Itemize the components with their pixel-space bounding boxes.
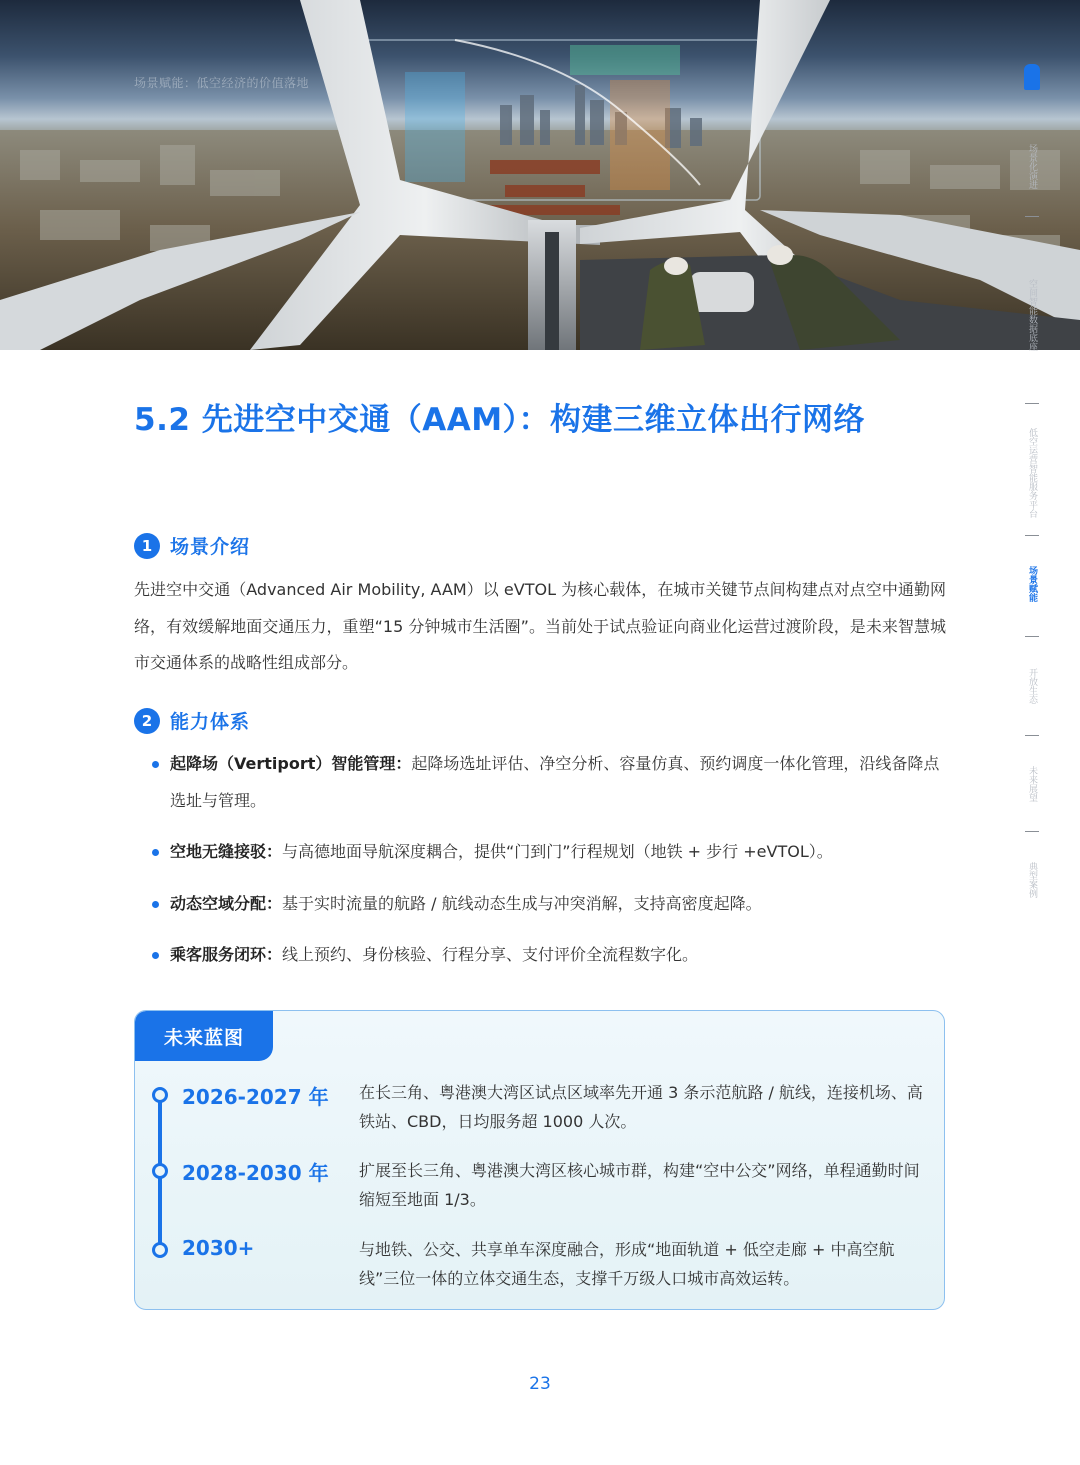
bullet-title: 空地无缝接驳： [170, 842, 283, 861]
future-roadmap-box [134, 1010, 945, 1310]
milestone-year: 2030+ [182, 1236, 255, 1260]
bullet-text: 起降场选址评估、净空分析、容量仿真、预约调度一体化管理，沿线备降点选址与管理。 [170, 754, 940, 810]
bullet-text: 基于实时流量的航路 / 航线动态生成与冲突消解，支持高密度起降。 [282, 893, 762, 913]
milestone-description: 在长三角、粤港澳大湾区试点区域率先开通 3 条示范航路 / 航线，连接机场、高铁站、CBD，日均服务超 1000 人次。 [359, 1083, 923, 1131]
list-item [150, 886, 950, 923]
hero-breadcrumb: 场景赋能：低空经济的价值落地 [134, 76, 310, 90]
bullet-title: 起降场（Vertiport）智能管理： [170, 754, 412, 773]
milestone-year: 2028-2030 年 [182, 1161, 329, 1185]
bullet-text: 线上预约、身份核验、行程分享、支付评价全流程数字化。 [282, 945, 699, 964]
timeline-dot [152, 1087, 168, 1103]
side-nav-divider [1025, 403, 1039, 404]
hero-photo-cockpit-city [0, 0, 1080, 350]
capabilities-list [150, 746, 950, 974]
section-title: 5.2 先进空中交通（AAM）：构建三维立体出行网络 [134, 402, 866, 438]
timeline-dot [152, 1242, 168, 1258]
bullet-text: 与高德地面导航深度耦合，提供“门到门”行程规划（地铁 + 步行 +eVTOL）。 [282, 842, 833, 861]
side-nav-divider [1025, 831, 1039, 832]
capabilities-heading-text: 能力体系 [170, 711, 251, 733]
side-nav-divider [1025, 735, 1039, 736]
list-item [150, 746, 950, 819]
side-nav-item-service-platform[interactable]: 低空运营智能服务平台 [1027, 427, 1037, 518]
bullet-title: 乘客服务闭环： [170, 945, 283, 964]
side-nav-item-evolution[interactable]: 场景化演进 [1027, 143, 1037, 189]
bullet-title: 动态空域分配： [170, 893, 283, 913]
roadmap-label: 未来蓝图 [135, 1011, 273, 1061]
list-item [150, 834, 950, 871]
timeline-dot [152, 1163, 168, 1179]
milestone-year: 2026-2027 年 [182, 1085, 329, 1109]
side-nav-item-open-ecosystem[interactable]: 开放生态 [1027, 668, 1037, 704]
side-nav-divider [1025, 636, 1039, 637]
side-nav-active-tab [1024, 64, 1040, 90]
milestone-description: 与地铁、公交、共享单车深度融合，形成“地面轨道 + 低空走廊 + 中高空航线”三位一体的立体交通生态，支撑千万级人口城市高效运转。 [359, 1240, 895, 1288]
intro-heading [134, 532, 250, 559]
number-badge: 2 [134, 708, 160, 734]
side-nav-item-typical-cases[interactable]: 典型案例 [1027, 862, 1037, 898]
list-item [150, 937, 950, 974]
side-nav-divider [1025, 216, 1039, 217]
side-nav-item-data-foundation[interactable]: 空间智能数据底座 [1027, 279, 1037, 351]
intro-paragraph: 先进空中交通（Advanced Air Mobility, AAM）以 eVTOL 为核心载体，在城市关键节点间构建点对点空中通勤网络，有效缓解地面交通压力，重塑“15 分钟城市生活圈”。当前处于试点验证向商业化运营过渡阶段，是未来智慧城市交通体系的战略性组成部分。 [134, 580, 946, 672]
intro-heading-text: 场景介绍 [170, 536, 251, 558]
hero-illustration [0, 0, 1080, 350]
side-nav-item-future-outlook[interactable]: 未来展望 [1027, 766, 1037, 802]
side-nav-item-scenario-empowerment[interactable]: 场景赋能 [1027, 566, 1037, 602]
capabilities-heading [134, 707, 250, 734]
page-number: 23 [529, 1374, 551, 1394]
number-badge: 1 [134, 533, 160, 559]
milestone-description: 扩展至长三角、粤港澳大湾区核心城市群，构建“空中公交”网络，单程通勤时间缩短至地面 1/3。 [359, 1161, 920, 1209]
side-nav-divider [1025, 535, 1039, 536]
